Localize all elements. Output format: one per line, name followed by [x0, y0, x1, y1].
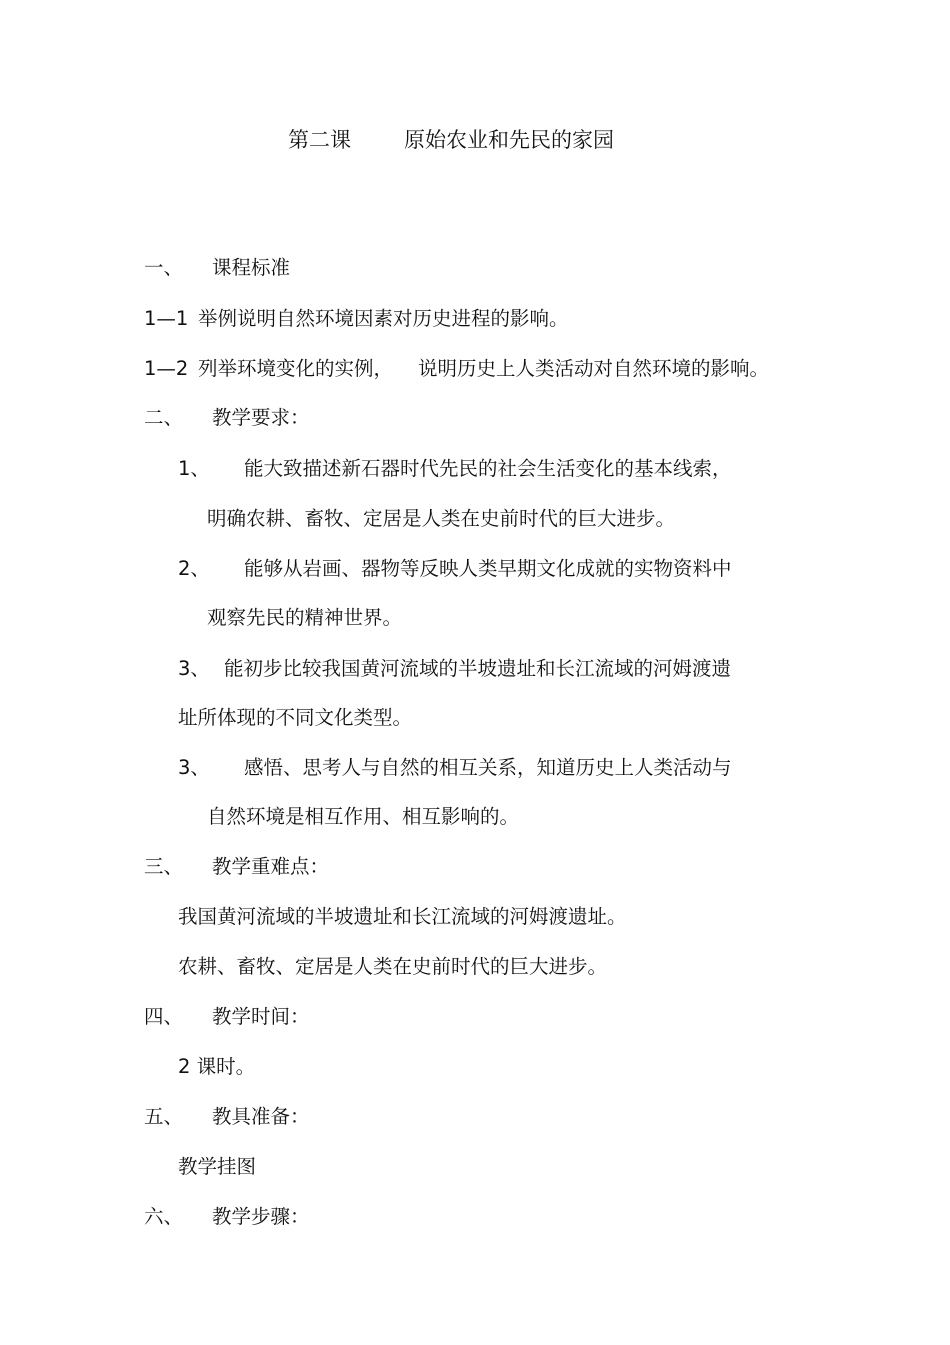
section-number: 五、	[144, 1105, 184, 1128]
section-heading: 教学要求：	[212, 406, 310, 429]
standard-text: 列举环境变化的实例，	[198, 357, 394, 380]
requirement-number: 3、	[178, 657, 210, 680]
requirement-text: 能够从岩画、器物等反映人类早期文化成就的实物资料中	[244, 557, 732, 580]
section-heading: 教学重难点：	[212, 855, 330, 878]
lesson-title: 原始农业和先民的家园	[404, 128, 614, 152]
section-heading: 教具准备：	[212, 1105, 310, 1128]
paragraph: 农耕、畜牧、定居是人类在史前时代的巨大进步。	[178, 955, 608, 978]
requirement-text: 观察先民的精神世界。	[207, 606, 403, 629]
standard-text: 说明历史上人类活动对自然环境的影响。	[418, 357, 770, 380]
lesson-number: 第二课	[288, 128, 351, 152]
section-heading: 教学时间：	[212, 1005, 310, 1028]
section-number: 三、	[144, 855, 184, 878]
section-number: 四、	[144, 1005, 184, 1028]
section-heading: 教学步骤：	[212, 1205, 310, 1228]
paragraph: 我国黄河流域的半坡遗址和长江流域的河姆渡遗址。	[178, 905, 627, 928]
requirement-text: 能大致描述新石器时代先民的社会生活变化的基本线索，	[244, 457, 732, 480]
requirement-text: 自然环境是相互作用、相互影响的。	[207, 805, 520, 828]
requirement-text: 明确农耕、畜牧、定居是人类在史前时代的巨大进步。	[207, 507, 676, 530]
section-number: 二、	[144, 406, 184, 429]
section-number: 一、	[144, 256, 184, 279]
standard-text: 举例说明自然环境因素对历史进程的影响。	[198, 307, 569, 330]
requirement-text: 感悟、思考人与自然的相互关系，知道历史上人类活动与	[244, 756, 732, 779]
section-number: 六、	[144, 1205, 184, 1228]
section-heading: 课程标准	[212, 256, 291, 279]
requirement-text: 址所体现的不同文化类型。	[178, 706, 413, 729]
requirement-text: 能初步比较我国黄河流域的半坡遗址和长江流域的河姆渡遗	[224, 657, 732, 680]
paragraph: 教学挂图	[178, 1155, 257, 1178]
requirement-number: 1、	[178, 457, 210, 480]
paragraph: 2 课时。	[178, 1055, 256, 1078]
standard-number: 1—1	[144, 307, 189, 330]
requirement-number: 3、	[178, 756, 210, 779]
standard-number: 1—2	[144, 357, 189, 380]
requirement-number: 2、	[178, 557, 210, 580]
